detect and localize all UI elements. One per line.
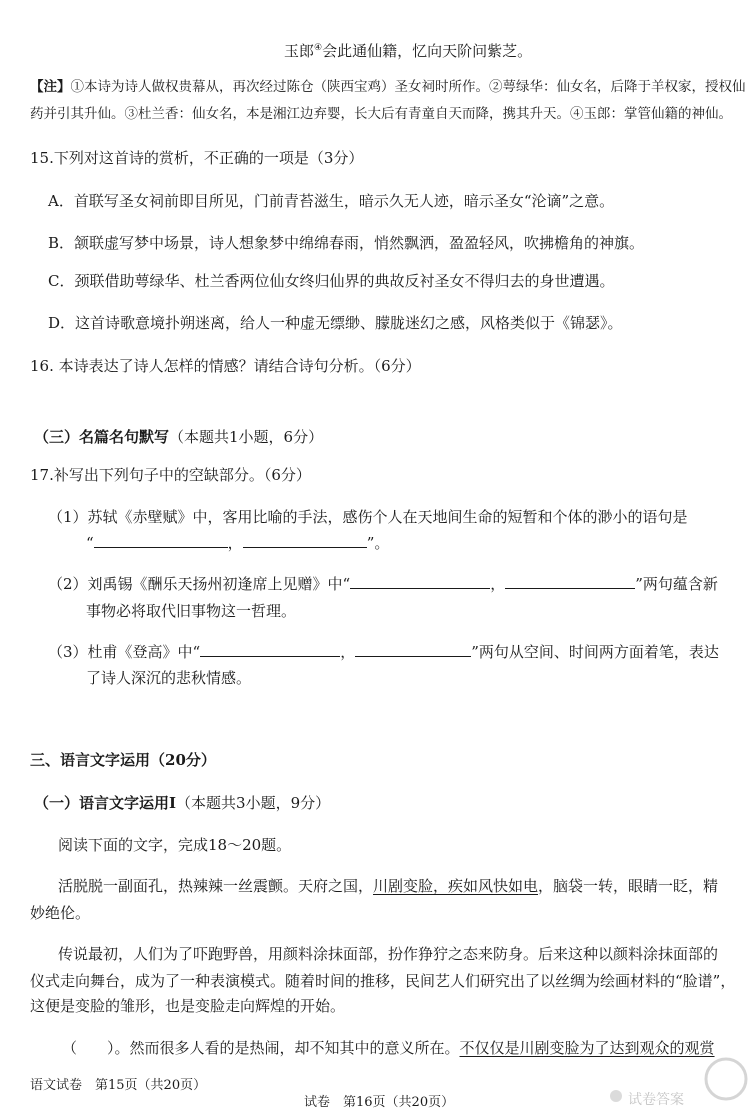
answer-blank-2a[interactable] xyxy=(350,574,490,589)
q15-option-b: B．颔联虚写梦中场景，诗人想象梦中绵绵春雨，悄然飘洒，盈盈轻风，吹拂檐角的神旗。 xyxy=(48,234,645,252)
part-3-title: 三、语言文字运用（20分） xyxy=(30,751,216,769)
reading-instruction: 阅读下面的文字，完成18～20题。 xyxy=(58,836,292,854)
poem-text-post: 会此通仙籍，忆向天阶问紫芝。 xyxy=(322,42,533,60)
q17-item1-line2 xyxy=(86,533,389,553)
footnote-marker: ④ xyxy=(314,43,323,53)
underlined-sentence: 不仅仅是川剧变脸为了达到观众的观赏 xyxy=(459,1039,715,1057)
passage-p2-line3: 这便是变脸的雏形，也是变脸走向辉煌的开始。 xyxy=(30,997,346,1015)
passage-p1-line1 xyxy=(58,876,718,896)
passage-p2-line2: 仪式走向舞台，成为了一种表演模式。随着时间的推移，民间艺人们研究出了以丝绸为绘画材料的“脸谱”， xyxy=(30,972,736,990)
poem-last-line xyxy=(284,38,532,61)
note-line-1 xyxy=(30,77,746,97)
answer-blank-3a[interactable] xyxy=(200,642,340,657)
passage-p1-line2: 妙绝伦。 xyxy=(30,904,91,922)
section-3-heading xyxy=(34,427,323,447)
open-quote: “ xyxy=(86,534,94,552)
q16-stem: 16. 本诗表达了诗人怎样的情感？请结合诗句分析。（6分） xyxy=(30,357,421,375)
watermark-text: 试卷答案 xyxy=(628,1092,684,1108)
footer-center: 试卷 第16页（共20页） xyxy=(304,1095,455,1110)
subsection-1-title: （一）语言文字运用Ⅰ xyxy=(34,794,177,812)
answer-blank-2b[interactable] xyxy=(505,574,635,589)
poem-text-pre: 玉郎 xyxy=(284,42,315,60)
q17-item3-pre: （3）杜甫《登高》中“ xyxy=(48,643,201,661)
q15-option-c: C．颈联借助萼绿华、杜兰香两位仙女终归仙界的典故反衬圣女不得归去的身世遭遇。 xyxy=(48,272,615,290)
q17-item1-line1: （1）苏轼《赤壁赋》中，客用比喻的手法，感伤个人在天地间生命的短暂和个体的渺小的语句是 xyxy=(48,508,688,526)
section-3-title: （三）名篇名句默写 xyxy=(34,428,170,446)
q17-item2-post: ”两句蕴含新 xyxy=(635,575,718,593)
passage-p2-line1: 传说最初，人们为了吓跑野兽，用颜料涂抹面部，扮作狰狞之态来防身。后来这种以颜料涂抹面部的 xyxy=(58,945,719,963)
note-label: 【注】 xyxy=(30,79,71,95)
subsection-1-note: （本题共3小题，9分） xyxy=(176,794,331,812)
answer-blank-1a[interactable] xyxy=(94,533,228,548)
q17-item3-line1 xyxy=(48,642,719,662)
comma: ， xyxy=(227,534,243,552)
comma: ， xyxy=(340,643,356,661)
q17-item3-line2: 了诗人深沉的悲秋情感。 xyxy=(86,669,252,687)
answer-blank-3b[interactable] xyxy=(355,642,471,657)
q17-item2-pre: （2）刘禹锡《酬乐天扬州初逢席上见赠》中“ xyxy=(48,575,351,593)
underlined-phrase: 川剧变脸，疾如风快如电 xyxy=(373,877,539,895)
close-quote: ”。 xyxy=(366,534,390,552)
q17-stem: 17.补写出下列句子中的空缺部分。（6分） xyxy=(30,466,311,484)
note-text-1: ①本诗为诗人做权贵幕从，再次经过陈仓（陕西宝鸡）圣女祠时所作。②萼绿华：仙女名，后降于羊权家，授权仙 xyxy=(70,79,746,95)
q17-item3-post: ”两句从空间、时间两方面着笔，表达 xyxy=(471,643,719,661)
answer-blank-1b[interactable] xyxy=(243,533,367,548)
q17-item2-line2: 事物必将取代旧事物这一哲理。 xyxy=(86,602,297,620)
passage-p3-pre: （ ）。然而很多人看的是热闹，却不知其中的意义所在。 xyxy=(62,1039,460,1057)
watermark xyxy=(598,1051,748,1111)
passage-p1-post: ，脑袋一转，眼睛一眨，精 xyxy=(538,877,719,895)
section-3-note: （本题共1小题，6分） xyxy=(169,428,324,446)
subsection-1-heading xyxy=(34,793,330,813)
footer-left: 语文试卷 第15页（共20页） xyxy=(30,1078,207,1093)
q15-option-a: A．首联写圣女祠前即目所见，门前青苔滋生，暗示久无人迹，暗示圣女“沦谪”之意。 xyxy=(48,192,615,210)
passage-p1-pre: 活脱脱一副面孔，热辣辣一丝震颤。天府之国， xyxy=(58,877,374,895)
q15-option-d: D．这首诗歌意境扑朔迷离，给人一种虚无缥缈、朦胧迷幻之感，风格类似于《锦瑟》。 xyxy=(48,314,623,332)
q17-item2-line1 xyxy=(48,574,718,594)
q15-stem: 15.下列对这首诗的赏析，不正确的一项是（3分） xyxy=(30,149,364,167)
note-line-2: 药并引其升仙。③杜兰香：仙女名，本是湘江边弃婴，长大后有青童自天而降，携其升天。④玉郎：掌管仙籍的神仙。 xyxy=(30,106,732,122)
comma: ， xyxy=(490,575,506,593)
